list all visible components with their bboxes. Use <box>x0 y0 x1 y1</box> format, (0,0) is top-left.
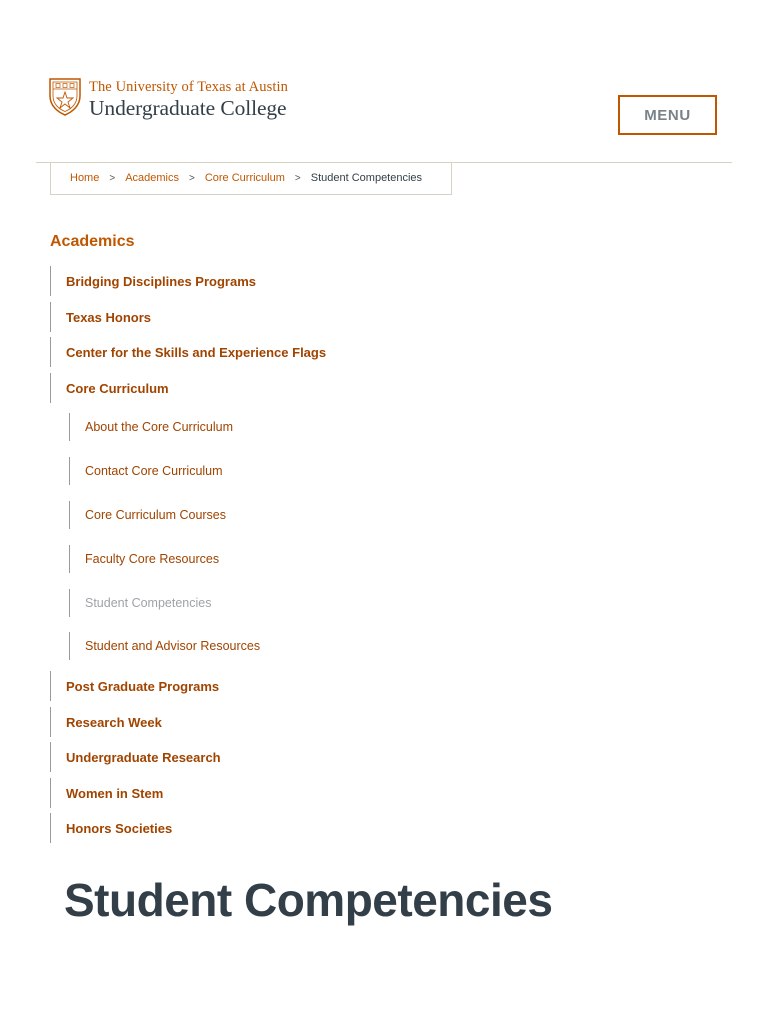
subnav-item-student-advisor-resources[interactable]: Student and Advisor Resources <box>69 632 260 660</box>
sidenav-item-texas-honors[interactable]: Texas Honors <box>50 302 151 332</box>
breadcrumb-separator: > <box>188 172 195 184</box>
sidenav-item-core-curriculum[interactable]: Core Curriculum <box>50 373 169 403</box>
breadcrumb-core-curriculum[interactable]: Core Curriculum <box>204 172 285 184</box>
site-logo-link[interactable] <box>49 78 288 119</box>
breadcrumb <box>50 162 452 195</box>
subnav-item-contact-core[interactable]: Contact Core Curriculum <box>69 457 223 485</box>
logo-wordmark <box>89 78 288 119</box>
breadcrumb-home[interactable]: Home <box>70 172 100 184</box>
sidenav-item-women-in-stem[interactable]: Women in Stem <box>50 778 163 808</box>
sidenav-item-bridging-disciplines[interactable]: Bridging Disciplines Programs <box>50 266 256 296</box>
subnav-item-faculty-resources[interactable]: Faculty Core Resources <box>69 545 219 573</box>
subnav-item-student-competencies[interactable]: Student Competencies <box>69 589 211 617</box>
sidenav-item-research-week[interactable]: Research Week <box>50 707 162 737</box>
logo-university-name: The University of Texas at Austin <box>89 79 288 95</box>
logo-college-name: Undergraduate College <box>89 95 287 120</box>
breadcrumb-separator: > <box>294 172 301 184</box>
sidenav-heading-academics[interactable]: Academics <box>50 233 135 250</box>
sidenav-item-skills-flags[interactable]: Center for the Skills and Experience Flags <box>50 337 326 367</box>
breadcrumb-current: Student Competencies <box>310 172 423 184</box>
page-title: Student Competencies <box>64 874 553 926</box>
menu-button[interactable]: MENU <box>618 95 717 135</box>
site-header <box>0 0 768 163</box>
subnav-item-core-courses[interactable]: Core Curriculum Courses <box>69 501 226 529</box>
subnav-item-about-core[interactable]: About the Core Curriculum <box>69 413 233 441</box>
breadcrumb-separator: > <box>109 172 116 184</box>
sidenav-item-post-graduate[interactable]: Post Graduate Programs <box>50 671 219 701</box>
sidenav-item-honors-societies[interactable]: Honors Societies <box>50 813 172 843</box>
sidenav-item-undergraduate-research[interactable]: Undergraduate Research <box>50 742 221 772</box>
ut-shield-icon <box>49 78 81 116</box>
breadcrumb-academics[interactable]: Academics <box>125 172 179 184</box>
